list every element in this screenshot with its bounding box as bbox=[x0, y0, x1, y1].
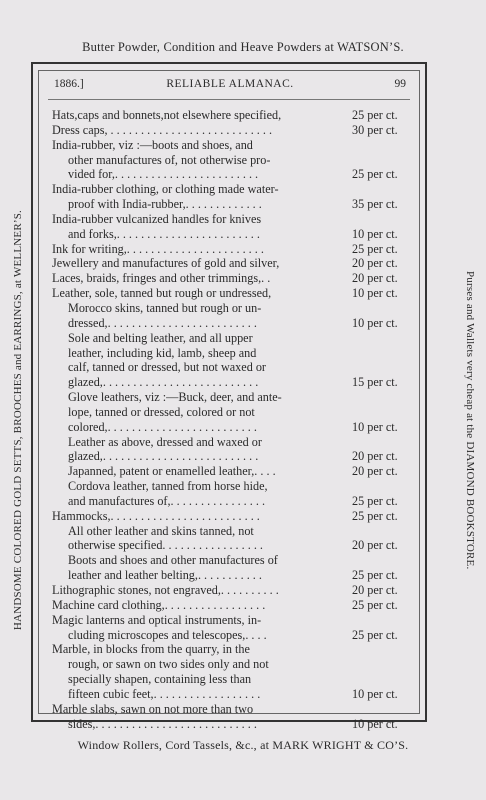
tariff-rate: 20 per ct. bbox=[352, 464, 398, 479]
tariff-row bbox=[52, 702, 418, 717]
tariff-rate: 35 per ct. bbox=[352, 197, 398, 212]
tariff-rate: 25 per ct. bbox=[352, 167, 398, 182]
tariff-item-text: India-rubber clothing, or clothing made water- bbox=[52, 182, 279, 197]
tariff-item-text: Sole and belting leather, and all upper bbox=[68, 330, 253, 345]
tariff-item-text: Ink for writing,. . . . . . . . . . . . . . . . . . . . . . . bbox=[52, 241, 264, 256]
tariff-row bbox=[52, 271, 418, 286]
tariff-item-text: glazed,. . . . . . . . . . . . . . . . . . . . . . . . . . bbox=[68, 449, 259, 464]
tariff-rate: 25 per ct. bbox=[352, 568, 398, 583]
tariff-rate: 10 per ct. bbox=[352, 315, 398, 330]
tariff-row bbox=[52, 420, 418, 435]
tariff-row bbox=[52, 331, 418, 346]
tariff-row bbox=[52, 479, 418, 494]
tariff-row bbox=[52, 286, 418, 301]
tariff-row bbox=[52, 197, 418, 212]
tariff-list bbox=[52, 108, 418, 731]
page-number: 99 bbox=[394, 78, 406, 90]
right-side-advertisement-text: Purses and Wallets very cheap at the DIAMOND BOOKSTORE. bbox=[464, 270, 476, 570]
tariff-row bbox=[52, 687, 418, 702]
tariff-row bbox=[52, 642, 418, 657]
tariff-row bbox=[52, 316, 418, 331]
tariff-item-text: Jewellery and manufactures of gold and silver, bbox=[52, 256, 280, 271]
tariff-row bbox=[52, 108, 418, 123]
tariff-item-text: Hammocks,. . . . . . . . . . . . . . . . . . . . . . . . . bbox=[52, 508, 260, 523]
tariff-rate: 20 per ct. bbox=[352, 538, 398, 553]
tariff-rate: 20 per ct. bbox=[352, 583, 398, 597]
tariff-rate: 10 per ct. bbox=[352, 686, 398, 701]
tariff-row bbox=[52, 123, 418, 138]
tariff-item-text: Morocco skins, tanned but rough or un- bbox=[68, 300, 262, 315]
tariff-item-text: leather and leather belting,. . . . . . . . . . . bbox=[68, 568, 262, 583]
header-year: 1886.] bbox=[54, 78, 84, 90]
tariff-row bbox=[52, 628, 418, 643]
tariff-item-text: sides,. . . . . . . . . . . . . . . . . . . . . . . . . . . bbox=[68, 716, 257, 731]
tariff-rate: 25 per ct. bbox=[352, 493, 398, 508]
header-title: RELIABLE ALMANAC. bbox=[166, 78, 294, 90]
tariff-item-text: Boots and shoes and other manufactures of bbox=[68, 553, 278, 568]
tariff-row bbox=[52, 227, 418, 242]
tariff-row bbox=[52, 568, 418, 583]
tariff-item-text: Lithographic stones, not engraved,. . . . . . . . . . bbox=[52, 583, 279, 597]
tariff-row bbox=[52, 598, 418, 613]
left-side-advertisement-text: HANDSOME COLORED GOLD SETTS, BROOCHES and EARRINGS, at WELLNER’S. bbox=[12, 209, 24, 631]
tariff-rate: 20 per ct. bbox=[352, 271, 398, 286]
tariff-item-text: otherwise specified. . . . . . . . . . . . . . . . . bbox=[68, 538, 263, 553]
tariff-rate: 15 per ct. bbox=[352, 375, 398, 390]
tariff-row bbox=[52, 509, 418, 524]
tariff-row bbox=[52, 657, 418, 672]
tariff-item-text: glazed,. . . . . . . . . . . . . . . . . . . . . . . . . . bbox=[68, 375, 259, 390]
tariff-rate: 10 per ct. bbox=[352, 226, 398, 241]
tariff-row bbox=[52, 553, 418, 568]
tariff-item-text: calf, tanned or dressed, but not waxed or bbox=[68, 360, 266, 375]
tariff-row bbox=[52, 613, 418, 628]
tariff-row bbox=[52, 717, 418, 732]
tariff-item-text: All other leather and skins tanned, not bbox=[68, 523, 254, 538]
tariff-row bbox=[52, 672, 418, 687]
tariff-item-text: Dress caps, . . . . . . . . . . . . . . . . . . . . . . . . . . . bbox=[52, 122, 273, 137]
tariff-item-text: Magic lanterns and optical instruments, in- bbox=[52, 612, 262, 627]
tariff-item-text: Leather as above, dressed and waxed or bbox=[68, 434, 262, 449]
bottom-advertisement: Window Rollers, Cord Tassels, &c., at MARK WRIGHT & CO’S. bbox=[77, 738, 409, 752]
tariff-rate: 25 per ct. bbox=[352, 627, 398, 642]
tariff-item-text: other manufactures of, not otherwise pro- bbox=[68, 152, 271, 167]
tariff-row bbox=[52, 494, 418, 509]
tariff-rate: 25 per ct. bbox=[352, 108, 398, 122]
page-header bbox=[50, 76, 410, 96]
tariff-item-text: fifteen cubic feet,. . . . . . . . . . . . . . . . . . bbox=[68, 686, 261, 701]
tariff-item-text: leather, including kid, lamb, sheep and bbox=[68, 345, 257, 360]
tariff-row bbox=[52, 375, 418, 390]
tariff-row bbox=[52, 182, 418, 197]
tariff-row bbox=[52, 167, 418, 182]
tariff-item-text: and manufactures of,. . . . . . . . . . . . . . . . bbox=[68, 493, 265, 508]
tariff-item-text: cluding microscopes and telescopes,. . . . bbox=[68, 627, 267, 642]
tariff-row bbox=[52, 405, 418, 420]
tariff-item-text: colored,. . . . . . . . . . . . . . . . . . . . . . . . . bbox=[68, 419, 257, 434]
tariff-item-text: Marble slabs, sawn on not more than two bbox=[52, 701, 254, 716]
right-side-advertisement bbox=[460, 150, 480, 690]
left-side-advertisement bbox=[8, 150, 28, 690]
tariff-item-text: Glove leathers, viz :—Buck, deer, and ante- bbox=[68, 390, 282, 405]
tariff-item-text: specially shapen, containing less than bbox=[68, 672, 252, 687]
tariff-rate: 10 per ct. bbox=[352, 716, 398, 731]
tariff-row bbox=[52, 153, 418, 168]
tariff-rate: 25 per ct. bbox=[352, 241, 398, 256]
tariff-row bbox=[52, 583, 418, 598]
tariff-row bbox=[52, 212, 418, 227]
tariff-row bbox=[52, 538, 418, 553]
tariff-row bbox=[52, 138, 418, 153]
tariff-item-text: lope, tanned or dressed, colored or not bbox=[68, 404, 255, 419]
tariff-item-text: Leather, sole, tanned but rough or undressed, bbox=[52, 286, 272, 301]
tariff-row bbox=[52, 301, 418, 316]
tariff-item-text: Japanned, patent or enamelled leather,. . . . bbox=[68, 464, 276, 479]
tariff-row bbox=[52, 256, 418, 271]
tariff-item-text: Laces, braids, fringes and other trimmings,. . bbox=[52, 271, 271, 286]
tariff-item-text: Hats,caps and bonnets,not elsewhere specified, bbox=[52, 108, 282, 122]
tariff-rate: 30 per ct. bbox=[352, 122, 398, 137]
tariff-row bbox=[52, 449, 418, 464]
tariff-item-text: India-rubber vulcanized handles for knives bbox=[52, 211, 262, 226]
tariff-item-text: Cordova leather, tanned from horse hide, bbox=[68, 479, 268, 494]
tariff-row bbox=[52, 346, 418, 361]
tariff-item-text: proof with India-rubber,. . . . . . . . . . . . . bbox=[68, 197, 262, 212]
tariff-item-text: Marble, in blocks from the quarry, in the bbox=[52, 642, 250, 657]
tariff-row bbox=[52, 242, 418, 257]
tariff-rate: 25 per ct. bbox=[352, 508, 398, 523]
tariff-item-text: dressed,. . . . . . . . . . . . . . . . . . . . . . . . . bbox=[68, 315, 257, 330]
tariff-rate: 10 per ct. bbox=[352, 286, 398, 301]
tariff-item-text: Machine card clothing,. . . . . . . . . . . . . . . . . bbox=[52, 597, 266, 612]
tariff-rate: 20 per ct. bbox=[352, 256, 398, 271]
top-advertisement: Butter Powder, Condition and Heave Powders at WATSON’S. bbox=[82, 40, 404, 54]
tariff-rate: 20 per ct. bbox=[352, 449, 398, 464]
header-rule bbox=[48, 99, 410, 100]
tariff-rate: 25 per ct. bbox=[352, 597, 398, 612]
tariff-row bbox=[52, 360, 418, 375]
tariff-row bbox=[52, 464, 418, 479]
tariff-row bbox=[52, 390, 418, 405]
tariff-rate: 10 per ct. bbox=[352, 419, 398, 434]
tariff-item-text: vided for,. . . . . . . . . . . . . . . . . . . . . . . . bbox=[68, 167, 259, 182]
tariff-row bbox=[52, 524, 418, 539]
tariff-item-text: rough, or sawn on two sides only and not bbox=[68, 657, 269, 672]
tariff-row bbox=[52, 435, 418, 450]
tariff-item-text: and forks,. . . . . . . . . . . . . . . . . . . . . . . . bbox=[68, 226, 260, 241]
tariff-item-text: India-rubber, viz :—boots and shoes, and bbox=[52, 137, 253, 152]
